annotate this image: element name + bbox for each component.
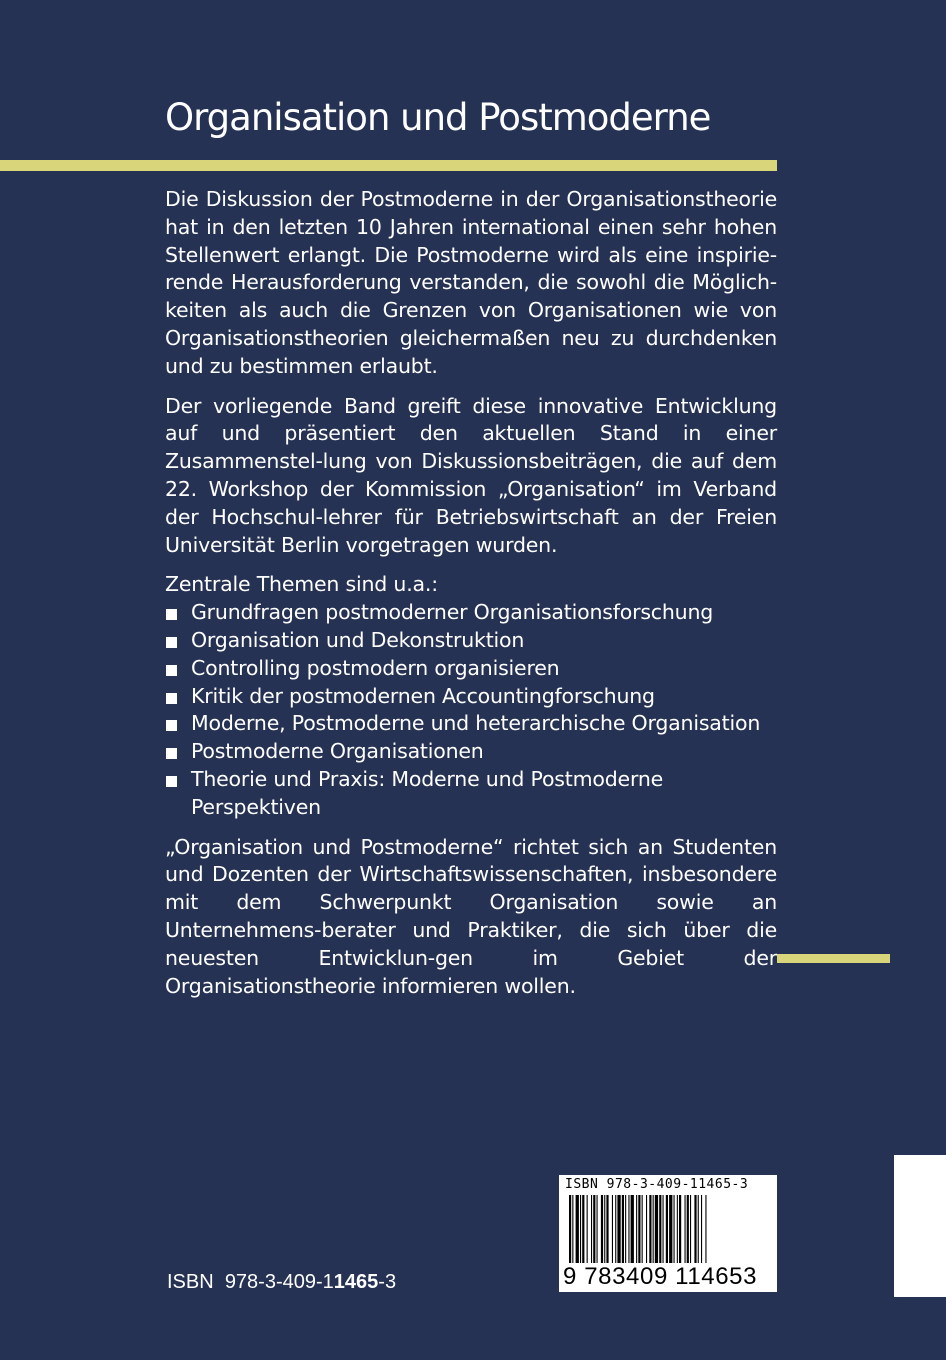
topic-item: Theorie und Praxis: Moderne und Postmoderne Perspektiven (165, 766, 777, 822)
isbn-suffix: -3 (378, 1271, 397, 1293)
barcode-bar (659, 1195, 661, 1263)
barcode-bar (576, 1195, 579, 1263)
barcode-bar (687, 1195, 689, 1263)
barcode-bar (597, 1195, 598, 1263)
square-bullet-icon (166, 748, 177, 759)
white-edge-tab (894, 1155, 946, 1297)
topic-item: Moderne, Postmoderne und heterarchische Organisation (165, 710, 777, 738)
isbn-label: ISBN (167, 1271, 214, 1293)
barcode-bar (604, 1195, 605, 1263)
barcode-bar (655, 1195, 658, 1263)
barcode-bar (653, 1195, 654, 1263)
barcode-bar (698, 1195, 699, 1263)
barcode-bar (628, 1195, 629, 1263)
topic-item: Controlling postmodern organisieren (165, 655, 777, 683)
barcode-bar (685, 1195, 686, 1263)
square-bullet-icon (166, 776, 177, 787)
title-divider (0, 160, 777, 171)
blurb (165, 186, 777, 1012)
end-divider (777, 954, 890, 963)
barcode-bar (646, 1195, 647, 1263)
isbn-text (167, 1271, 396, 1294)
barcode-bar (580, 1195, 581, 1263)
barcode-bar (591, 1195, 592, 1263)
barcode-bar (694, 1195, 696, 1263)
barcode-bar (649, 1195, 651, 1263)
barcode-bar (701, 1195, 702, 1263)
barcode-bar (587, 1195, 588, 1263)
square-bullet-icon (166, 609, 177, 620)
book-title: Organisation und Postmoderne (165, 96, 711, 139)
barcode-bar (601, 1195, 603, 1263)
barcode-bars (569, 1195, 767, 1263)
barcode-bar (642, 1195, 643, 1263)
barcode-bar (638, 1195, 640, 1263)
blurb-paragraph-3: „Organisation und Postmoderne“ richtet sich an Studenten und Dozenten der Wirtschaftswissenschaften, insbesondere mit dem Schwerpunkt Organisation sowie an Unternehmens-berater und Praktiker, die sich über die neuesten Entwicklun-gen im Gebiet der Organisationstheorie informieren wollen. (165, 834, 777, 998)
topic-item: Postmoderne Organisationen (165, 738, 777, 766)
barcode-bar (569, 1195, 571, 1263)
barcode-bar (617, 1195, 620, 1263)
barcode-bar (679, 1195, 681, 1263)
square-bullet-icon (166, 665, 177, 676)
topic-item: Grundfragen postmoderner Organisationsforschung (165, 599, 777, 627)
blurb-paragraph-2: Der vorliegende Band greift diese innovative Entwicklung auf und präsentiert den aktuellen Stand in einer Zusammenstel-lung von Diskussionsbeiträgen, die auf dem 22. Workshop der Kommission „Organisation“ im Verband der Hochschul-lehrer für Betriebswirtschaft an der Freien Universität Berlin vorgetragen wurden. (165, 393, 777, 557)
barcode-bar (690, 1195, 691, 1263)
topics-list (165, 599, 777, 821)
topics-lead: Zentrale Themen sind u.a.: (165, 572, 438, 597)
barcode-digits: 9 783409 114653 (563, 1263, 758, 1290)
barcode-box (559, 1175, 777, 1292)
barcode-bar (606, 1195, 608, 1263)
barcode-bar (631, 1195, 634, 1263)
isbn-bold-part: 1465 (333, 1271, 379, 1293)
barcode-bar (663, 1195, 664, 1263)
barcode-bar (615, 1195, 616, 1263)
barcode-bar (669, 1195, 672, 1263)
barcode-bar (572, 1195, 573, 1263)
barcode-bar (612, 1195, 613, 1263)
square-bullet-icon (166, 693, 177, 704)
barcode-bar (636, 1195, 637, 1263)
topic-item: Kritik der postmodernen Accountingforschung (165, 683, 777, 711)
barcode-isbn-line: ISBN 978-3-409-11465-3 (565, 1177, 749, 1192)
barcode-bar (705, 1195, 706, 1263)
square-bullet-icon (166, 720, 177, 731)
barcode-bar (622, 1195, 624, 1263)
barcode-bar (666, 1195, 668, 1263)
barcode-bar (674, 1195, 675, 1263)
blurb-paragraph-1: Die Diskussion der Postmoderne in der Organisationstheorie hat in den letzten 10 Jahren international einen sehr hohen Stellenwert erlangt. Die Postmoderne wird als eine inspirie-rende Herausforderung verstanden, die sowohl die Möglich-keiten als auch die Grenzen von Organisationen wie von Organisationstheorien gleichermaßen neu zu durchdenken und zu bestimmen erlaubt. (165, 187, 777, 378)
square-bullet-icon (166, 637, 177, 648)
barcode-bar (677, 1195, 678, 1263)
barcode-bar (582, 1195, 584, 1263)
topic-item: Organisation und Dekonstruktion (165, 627, 777, 655)
isbn-prefix: 978-3-409-1 (224, 1271, 334, 1293)
barcode-bar (625, 1195, 626, 1263)
barcode-bar (593, 1195, 595, 1263)
